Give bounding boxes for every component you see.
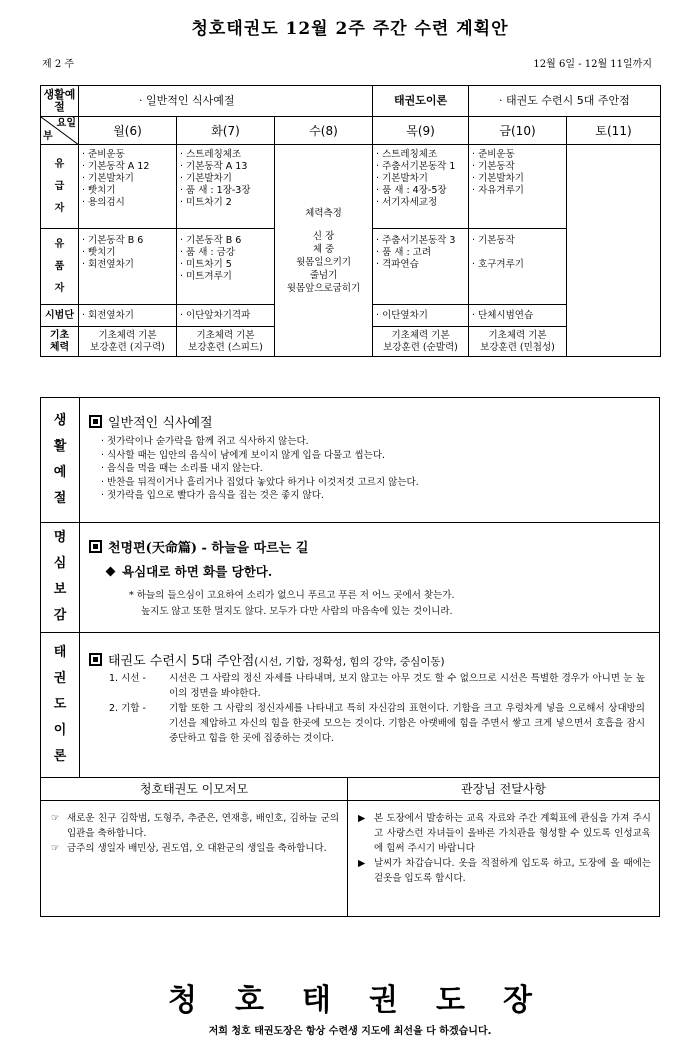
- side-char: 보: [53, 581, 67, 597]
- life-value-cell: [79, 86, 373, 117]
- side-char: 활: [53, 439, 67, 454]
- cell-basic-fri: [469, 327, 567, 357]
- side-char: 심: [53, 555, 67, 571]
- cell-exam-fri: · 단체시범연습: [469, 305, 567, 327]
- corner-top-label: 요일: [56, 118, 76, 129]
- news-right-text: 날씨가 차갑습니다. 옷을 적절하게 입도록 하고, 도장에 올 때에는 겉옷을 입도록 합시다.: [374, 858, 651, 884]
- cell-line: · 품 새 : 4장-5장: [376, 185, 447, 196]
- cell-line: · 기본동작: [472, 161, 515, 172]
- cell-line: 기초체력 기본: [196, 329, 255, 341]
- wed-line: 체력측정: [305, 207, 342, 219]
- theory-heading-note: (시선, 기합, 정확성, 힘의 강약, 중심이동): [254, 656, 445, 668]
- life-side-label: [41, 398, 80, 522]
- side-char: 감: [53, 607, 67, 623]
- mind-heading-text: 천명편(天命篇) - 하늘을 따르는 길: [108, 541, 309, 556]
- cell-basic-tue: [177, 327, 275, 357]
- mind-line: 높지도 않고 또한 멀지도 않다. 모두가 다만 사람의 마음속에 있는 것이니라.: [141, 606, 453, 617]
- news-left-item: [41, 841, 347, 856]
- footer-subtitle: 저희 청호 태권도장은 항상 수련생 지도에 최선을 다 하겠습니다.: [208, 1026, 492, 1037]
- footer-title: 청호태권도장: [168, 983, 570, 1018]
- mind-sub-text: 욕심대로 하면 화를 당한다.: [122, 564, 273, 579]
- mind-section: [40, 521, 660, 633]
- mind-line: * 하늘의 들으심이 고요하여 소리가 없으니 푸르고 푸른 저 어느 곳에서 찾는가.: [129, 590, 455, 601]
- cell-line: 보강훈련 (지구력): [90, 341, 165, 353]
- cell-line: · 기본동작 A 13: [180, 161, 248, 172]
- cell-line: [472, 247, 563, 259]
- cell-exam-thu: · 이단옆차기: [373, 305, 469, 327]
- cell-line: · 용의검시: [82, 197, 125, 208]
- news-section: [40, 777, 660, 917]
- cell-line: · 기본발차기: [472, 173, 524, 184]
- cell-line: · 서기자세교정: [376, 197, 438, 208]
- mind-sub: [107, 562, 653, 580]
- square-bullet-icon: [89, 415, 102, 428]
- mind-side-label: [41, 521, 80, 632]
- news-left-text: 금주의 생일자 배민상, 권도엽, 오 대환군의 생일을 축하합니다.: [67, 843, 327, 854]
- row-label-exam: 시범단: [41, 305, 79, 327]
- life-line: · 젓가락을 입으로 빨다가 음식을 집는 것은 좋지 않다.: [101, 490, 324, 501]
- pointing-hand-icon: ☞: [51, 813, 60, 824]
- cell-exam-tue: · 이단앞차기격파: [177, 305, 275, 327]
- row-label-basic: [41, 327, 79, 357]
- side-char: 이: [53, 722, 67, 738]
- cell-line: · 자유겨루기: [472, 185, 524, 196]
- side-char: 생: [53, 413, 67, 428]
- week-label: 제 2 주: [42, 59, 75, 70]
- side-char: 도: [53, 696, 67, 712]
- cell-line: · 주춤서기본동작 1: [376, 161, 456, 172]
- life-line: · 음식을 먹을 때는 소리를 내지 않는다.: [101, 463, 263, 474]
- mind-heading: [89, 537, 653, 556]
- cell-line: · 미트겨루기: [180, 271, 232, 282]
- row-label-yupum: [41, 229, 79, 305]
- weekly-plan-table: [40, 85, 661, 357]
- side-char: 론: [53, 748, 67, 764]
- cell-line: · 준비운동: [82, 149, 125, 160]
- theory-item: [109, 671, 645, 701]
- cell-yupum-mon: [79, 229, 177, 305]
- yugeup-label: 유급자: [54, 158, 65, 214]
- news-right-title: 관장님 전달사항: [348, 778, 659, 801]
- cell-line: · 기본동작 B 6: [82, 235, 144, 246]
- cell-basic-thu: [373, 327, 469, 357]
- news-right-text: 본 도장에서 발송하는 교육 자료와 주간 계획표에 관심을 가져 주시고 사랑스런 자녀들이 올바른 가치관을 형성할 수 있도록 인성교육에 힘써 주시기 바랍니다: [374, 813, 651, 854]
- cell-line: 보강훈련 (민첩성): [480, 341, 555, 353]
- day-thu: 목(9): [373, 117, 469, 145]
- theory-label: 태권도이론: [393, 94, 448, 107]
- news-right-item: [348, 856, 659, 886]
- corner-cell: [41, 117, 79, 145]
- day-wed: 수(8): [275, 117, 373, 145]
- side-char: 예: [53, 465, 67, 480]
- cell-line: · 회전옆차기: [82, 259, 134, 270]
- cell-line: 기초체력 기본: [488, 329, 547, 341]
- cell-line: · 스트레칭체조: [376, 149, 438, 160]
- life-line: · 젓가락이나 숟가락을 함께 쥐고 식사하지 않는다.: [101, 436, 309, 447]
- life-line: · 반찬을 뒤적이거나 흘리거나 집었다 놓았다 하거나 이것저것 고르지 않는다.: [101, 476, 419, 488]
- theory-value-cell: [469, 86, 661, 117]
- cell-line: · 격파연습: [376, 259, 419, 270]
- cell-line: · 주춤서기본동작 3: [376, 235, 456, 246]
- row-label-yugeup: [41, 145, 79, 229]
- life-heading-text: 일반적인 식사예절: [108, 416, 213, 431]
- cell-line: · 기본발차기: [82, 173, 134, 184]
- theory-value: · 태권도 수련시 5대 주안점: [499, 94, 630, 107]
- triangle-bullet-icon: ▶: [358, 858, 366, 869]
- yupum-label: 유품자: [54, 238, 65, 294]
- cell-line: · 미트차기 2: [180, 197, 232, 208]
- life-section: [40, 397, 660, 523]
- cell-line: · 빳치기: [82, 247, 116, 258]
- wed-line: 신 장: [312, 230, 335, 242]
- life-value: · 일반적인 식사예절: [139, 94, 235, 107]
- theory-item-label: 1. 시선 -: [109, 673, 146, 684]
- news-right-column: [348, 778, 659, 916]
- life-line: · 식사할 때는 입안의 음식이 남에게 보이지 않게 입을 다물고 씹는다.: [101, 449, 386, 461]
- life-label-cell: [41, 86, 79, 117]
- cell-line: · 준비운동: [472, 149, 515, 160]
- cell-yugeup-tue: [177, 145, 275, 229]
- news-left-text: 새로운 친구 김학범, 도형주, 추준은, 연재흥, 배인호, 김하늘 군의 입관을 축하합니다.: [67, 813, 339, 839]
- basic-label: 기초체력: [49, 329, 70, 353]
- cell-yupum-thu: [373, 229, 469, 305]
- day-mon: 월(6): [79, 117, 177, 145]
- cell-yugeup-fri: [469, 145, 567, 229]
- cell-yupum-tue: [177, 229, 275, 305]
- theory-heading: [89, 650, 645, 669]
- cell-line: · 품 새 : 고려: [376, 247, 432, 258]
- cell-line: 보강훈련 (순발력): [383, 341, 458, 353]
- theory-side-label: [41, 632, 80, 777]
- theory-item-text: 시선은 그 사람의 정신 자세를 나타내며, 보지 않고는 아무 것도 할 수 없으므로 시선은 특별한 경우가 아니면 눈 높이의 정면을 봐야한다.: [169, 673, 645, 699]
- side-char: 명: [53, 529, 67, 545]
- wed-line: 줄넘기: [309, 269, 338, 281]
- square-bullet-icon: [89, 540, 102, 553]
- cell-line: · 스트레칭체조: [180, 149, 242, 160]
- side-char: 권: [53, 670, 67, 686]
- theory-label-cell: [373, 86, 469, 117]
- cell-yugeup-thu: [373, 145, 469, 229]
- cell-line: · 미트차기 5: [180, 259, 232, 270]
- theory-section: [40, 632, 660, 778]
- cell-line: · 기본발차기: [376, 173, 428, 184]
- wed-line: 체 중: [312, 243, 335, 255]
- cell-line: 기초체력 기본: [391, 329, 450, 341]
- cell-line: 기초체력 기본: [98, 329, 157, 341]
- news-right-item: [348, 811, 659, 856]
- cell-line: · 기본동작: [472, 235, 515, 246]
- diamond-bullet-icon: [106, 567, 116, 577]
- wed-line: 윗몸일으키기: [295, 256, 352, 268]
- day-tue: 화(7): [177, 117, 275, 145]
- cell-line: · 품 새 : 금강: [180, 247, 236, 258]
- page-title: 청호태권도 12월 2주 주간 수련 계획안: [191, 19, 509, 39]
- cell-line: · 빳치기: [82, 185, 116, 196]
- theory-item: [109, 701, 645, 746]
- theory-item-label: 2. 기합 -: [109, 703, 146, 714]
- cell-yupum-fri: [469, 229, 567, 305]
- life-heading: [89, 412, 653, 431]
- cell-line: · 기본동작 A 12: [82, 161, 150, 172]
- news-left-title: 청호태권도 이모저모: [41, 778, 347, 801]
- cell-exam-mon: · 회전옆차기: [79, 305, 177, 327]
- square-bullet-icon: [89, 653, 102, 666]
- cell-line: 보강훈련 (스피드): [188, 341, 263, 353]
- cell-basic-mon: [79, 327, 177, 357]
- pointing-hand-icon: ☞: [51, 843, 60, 854]
- cell-line: · 기본동작 B 6: [180, 235, 242, 246]
- life-label: 생활예절: [43, 88, 76, 113]
- day-fri: 금(10): [469, 117, 567, 145]
- day-sat: 토(11): [567, 117, 661, 145]
- news-left-item: [41, 811, 347, 841]
- corner-bottom-label: 부: [43, 131, 53, 142]
- cell-sat: [567, 145, 661, 357]
- side-char: 태: [53, 644, 67, 660]
- cell-line: · 품 새 : 1장-3장: [180, 185, 251, 196]
- wed-line: 윗몸앞으로굽히기: [286, 282, 361, 294]
- cell-line: · 기본발차기: [180, 173, 232, 184]
- theory-heading-text: 태권도 수련시 5대 주안점: [108, 654, 255, 669]
- side-char: 절: [53, 491, 67, 506]
- triangle-bullet-icon: ▶: [358, 813, 366, 824]
- cell-wed: [275, 145, 373, 357]
- news-left-column: [41, 778, 348, 916]
- cell-yugeup-mon: [79, 145, 177, 229]
- period-label: 12월 6일 - 12월 11일까지: [533, 59, 652, 70]
- cell-line: · 호구겨루기: [472, 259, 524, 270]
- theory-item-text: 기합 또한 그 사람의 정신자세를 나타내고 특히 자신감의 표현이다. 기합을 크고 우렁차게 넣을 으로해서 상대방의 기선을 제압하고 자신의 힘을 한곳에 모으는 것이다. 기합은 아랫배에 힘을 주면서 쌓고 크게 넣으면서 호흡을 잠시중단하고 힘을 한 곳에 집중하는 것이다.: [169, 703, 645, 744]
